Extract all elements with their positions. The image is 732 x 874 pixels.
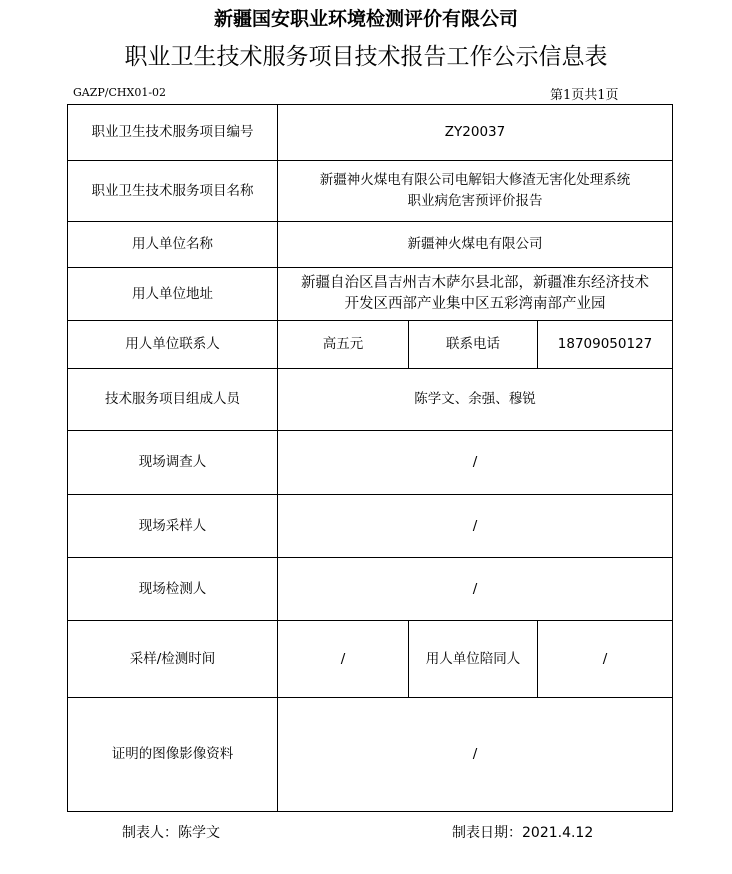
label: 证明的图像影像资料 bbox=[68, 698, 278, 812]
companion: / bbox=[538, 621, 673, 698]
label: 职业卫生技术服务项目名称 bbox=[68, 161, 278, 222]
document-code: GAZP/CHX01-02 bbox=[73, 86, 167, 99]
value: ZY20037 bbox=[278, 105, 673, 161]
value: / bbox=[278, 558, 673, 621]
label: 技术服务项目组成人员 bbox=[68, 369, 278, 431]
label: 用人单位地址 bbox=[68, 268, 278, 321]
value: 陈学文、余强、穆锐 bbox=[278, 369, 673, 431]
row-employer bbox=[68, 222, 673, 268]
row-images bbox=[68, 698, 673, 812]
value bbox=[278, 161, 673, 222]
value-line: 新疆自治区昌吉州吉木萨尔县北部，新疆准东经济技术 bbox=[301, 275, 650, 291]
maker: 制表人：陈学文 bbox=[122, 825, 220, 841]
value: / bbox=[278, 698, 673, 812]
company-name: 新疆国安职业环境检测评价有限公司 bbox=[213, 8, 518, 30]
date: 制表日期：2021.4.12 bbox=[452, 825, 594, 841]
row-tester bbox=[68, 558, 673, 621]
row-contact bbox=[68, 321, 673, 369]
row-project-no bbox=[68, 105, 673, 161]
value: 新疆神火煤电有限公司 bbox=[278, 222, 673, 268]
label: 用人单位名称 bbox=[68, 222, 278, 268]
row-address bbox=[68, 268, 673, 321]
value: / bbox=[278, 621, 409, 698]
value: / bbox=[278, 495, 673, 558]
label: 用人单位联系人 bbox=[68, 321, 278, 369]
row-project-name bbox=[68, 161, 673, 222]
label: 采样/检测时间 bbox=[68, 621, 278, 698]
row-sampler bbox=[68, 495, 673, 558]
label: 现场检测人 bbox=[68, 558, 278, 621]
value: / bbox=[278, 431, 673, 495]
phone: 18709050127 bbox=[538, 321, 673, 369]
label: 职业卫生技术服务项目编号 bbox=[68, 105, 278, 161]
label: 现场采样人 bbox=[68, 495, 278, 558]
row-team bbox=[68, 369, 673, 431]
info-table bbox=[67, 104, 673, 812]
value-line: 新疆神火煤电有限公司电解铝大修渣无害化处理系统 bbox=[319, 172, 631, 188]
value: 高五元 bbox=[278, 321, 409, 369]
phone-label: 联系电话 bbox=[409, 321, 538, 369]
companion-label: 用人单位陪同人 bbox=[409, 621, 538, 698]
label: 现场调查人 bbox=[68, 431, 278, 495]
row-investigator bbox=[68, 431, 673, 495]
value-line: 职业病危害预评价报告 bbox=[407, 193, 543, 209]
value bbox=[278, 268, 673, 321]
page-info: 第1页共1页 bbox=[550, 88, 619, 103]
value-line: 开发区西部产业集中区五彩湾南部产业园 bbox=[344, 296, 606, 312]
row-time bbox=[68, 621, 673, 698]
document-title: 职业卫生技术服务项目技术报告工作公示信息表 bbox=[124, 44, 608, 70]
